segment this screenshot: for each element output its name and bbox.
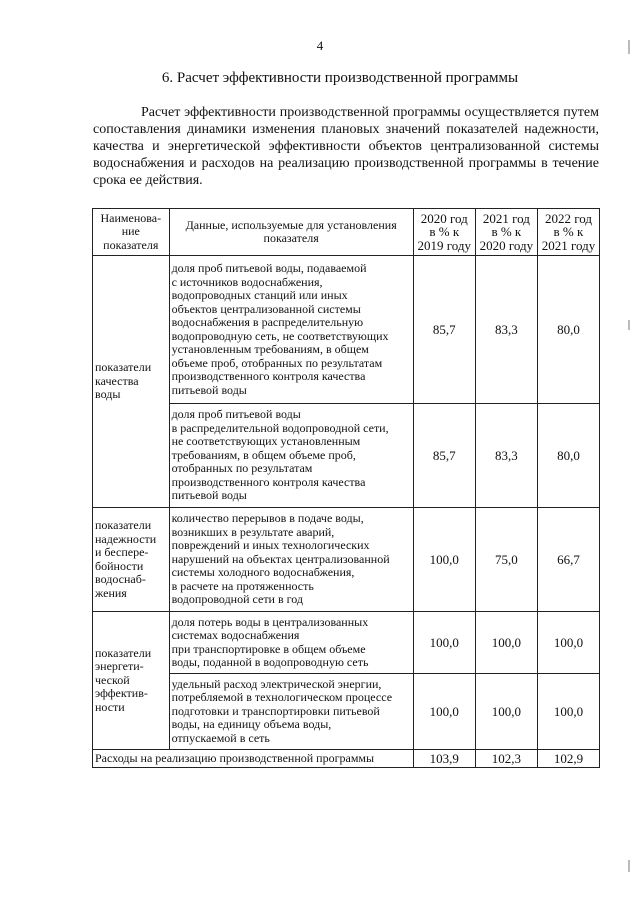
total-value-2021: 102,3 [475,750,537,768]
row-value-2022: 66,7 [537,508,599,612]
row-value-2021: 75,0 [475,508,537,612]
scan-edge-mark [628,320,630,330]
header-2021: 2021 год в % к 2020 году [475,209,537,256]
row-value-2020: 100,0 [413,612,475,674]
header-indicator-name: Наименова- ние показателя [93,209,170,256]
header-2020: 2020 год в % к 2019 году [413,209,475,256]
row-value-2022: 80,0 [537,256,599,404]
row-description: количество перерывов в подаче воды, возникших в результате аварий, повреждений и иных технологических нарушений на объектах централизованной системы холодного водоснабжения, в расчете на протяженность водопроводной сети в год [169,508,413,612]
total-label: Расходы на реализацию производственной программы [93,750,414,768]
total-value-2022: 102,9 [537,750,599,768]
row-description: доля потерь воды в централизованных системах водоснабжения при транспортировке в общем объеме воды, поданной в водопроводную сеть [169,612,413,674]
section-title: 6. Расчет эффективности производственной программы [161,70,519,86]
table-row [93,508,600,612]
row-value-2021: 83,3 [475,256,537,404]
row-value-2021: 100,0 [475,674,537,750]
row-value-2022: 100,0 [537,674,599,750]
table-header-row [93,209,600,256]
header-data-description: Данные, используемые для установления показателя [169,209,413,256]
scan-edge-mark [628,40,630,54]
row-value-2022: 100,0 [537,612,599,674]
row-description: доля проб питьевой воды в распределительной водопроводной сети, не соответствующих установленным требованиям, в общем объеме проб, отобранных по результатам производственного контроля качества питьевой воды [169,404,413,508]
table-row [93,404,600,508]
row-value-2021: 83,3 [475,404,537,508]
row-value-2020: 85,7 [413,256,475,404]
group-energy: показатели энергети- ческой эффектив- ности [93,612,170,750]
row-description: доля проб питьевой воды, подаваемой с источников водоснабжения, водопроводных станций или иных объектов централизованной системы водоснабжения в распределительную водопроводную сеть, не соответствующих установленным требованиям, в общем объеме проб, отобранных по результатам производственного контроля качества питьевой воды [169,256,413,404]
scan-edge-mark [628,860,630,872]
table-row [93,674,600,750]
group-reliability: показатели надежности и беспере- бойности водоснаб- жения [93,508,170,612]
header-2022: 2022 год в % к 2021 году [537,209,599,256]
intro-paragraph: Расчет эффективности производственной программы осуществляется путем сопоставления динамики изменения плановых значений показателей надежности, качества и энергетической эффективности объектов централизованной системы водоснабжения и расходов на реализацию производственной программы в течение срока ее действия. [93,105,599,188]
row-description: удельный расход электрической энергии, потребляемой в технологическом процессе подготовки и транспортировки питьевой воды, на единицу объема воды, отпускаемой в сеть [169,674,413,750]
row-value-2020: 100,0 [413,508,475,612]
total-value-2020: 103,9 [413,750,475,768]
table-row [93,612,600,674]
row-value-2021: 100,0 [475,612,537,674]
row-value-2020: 100,0 [413,674,475,750]
row-value-2020: 85,7 [413,404,475,508]
page-number: 4 [316,38,324,53]
row-value-2022: 80,0 [537,404,599,508]
table-row [93,256,600,404]
table-total-row [93,750,600,768]
group-quality: показатели качества воды [93,256,170,508]
efficiency-table [92,208,600,768]
